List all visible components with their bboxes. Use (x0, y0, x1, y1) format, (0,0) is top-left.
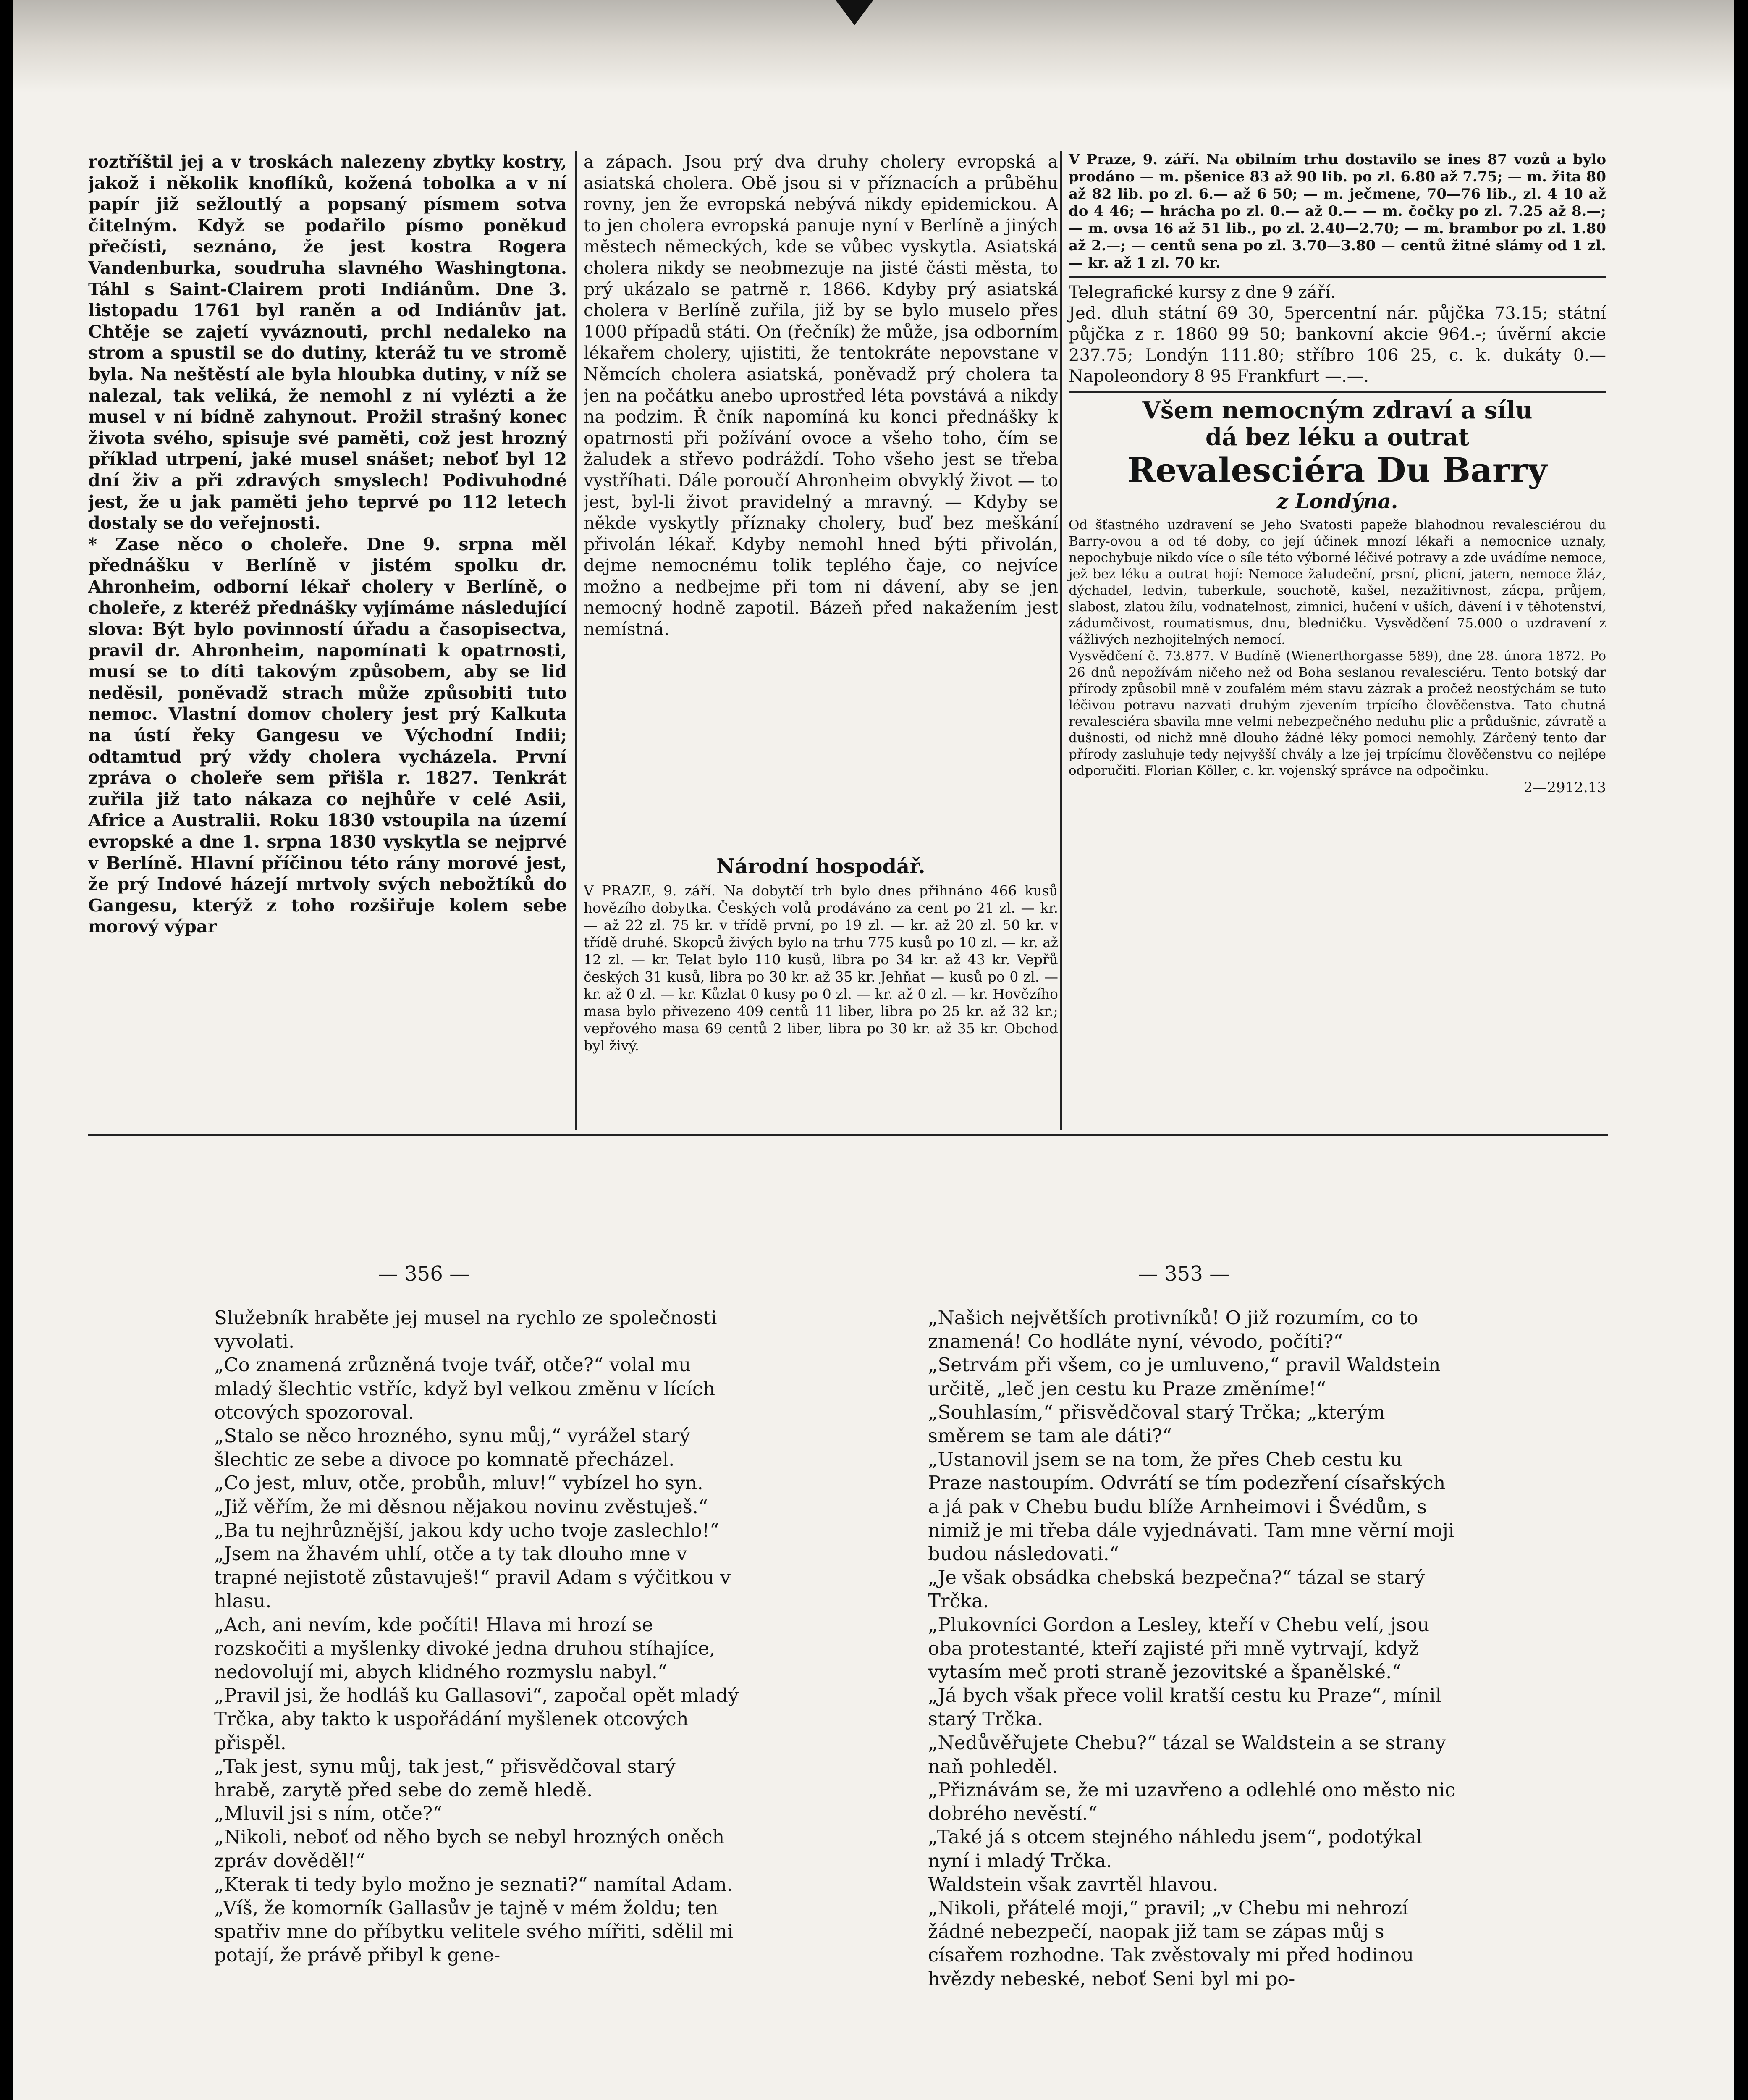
article-column-2: a zápach. Jsou prý dva druhy cholery evropská a asiatská cholera. Obě jsou si v příznacích a průběhu rovny, jen že evropská nebývá nikdy epidemickou. A to jen cholera evropská panuje nyní v Berlíně a jiných městech německých, kde se vůbec vyskytla. Asiatská cholera nikdy se neobmezuje na jisté části města, to prý ukázalo se patrně r. 1866. Kdyby prý asiatská cholera v Berlíně zuřila, již by se bylo muselo přes 1000 případů státi. On (řečník) že může, jsa odborním lékařem cholery, ujistiti, že tentokráte nepovstane v Němcích cholera asiatská, poněvadž prý cholera ta jen na počátku anebo uprostřed léta povstává a nikdy na podzim. Ř čník napomíná ku konci přednášky k opatrnosti při požívání ovoce a všeho toho, čím se žaludek a střevo podráždí. Toho všeho jest se třeba vystříhati. Dále poroučí Ahronheim obvyklý život — to jest, byl-li život pravidelný a mravný. — Kdyby se někde vyskytly příznaky cholery, buď bez meškání přivolán lékař. Kdyby nemohl hned býti přivolán, dejme nemocnému tolik teplého čaje, co nejvíce možno a nedbejme při tom ni dávení, aby se jen nemocný hodně zapotil. Bázeň před nakažením jest nemístná. (584, 152, 1058, 640)
ad-code: 2—2912.13 (1523, 779, 1606, 796)
article-column-1: roztříštil jej a v troskách nalezeny zbytky kostry, jakož i několik knoflíků, kožená tobolka a v ní papír již sežloutlý a popsaný písmem sotva čitelným. Když se podařilo písmo poněkud přečísti, seznáno, že jest kostra Rogera Vandenburka, soudruha slavného Washingtona. Táhl s Saint-Clairem proti Indiánům. Dne 3. listopadu 1761 byl raněn a od Indiánův jat. Chtěje se zajetí vyváznouti, prchl nedaleko na strom a spustil se do dutiny, kteráž tu ve stromě byla. Na neštěstí ale byla hloubka dutiny, v níž se nalezal, tak veliká, že nemohl z ní vylézti a že musel v ní bídně zahynout. Prožil strašný konec života svého, spisuje své paměti, což jest hrozný příklad utrpení, jaké musel snášet; neboť byl 12 dní živ a při zdravých smyslech! Podivuhodné jest, že u jak paměti jeho teprvé po 112 letech dostaly se do veřejnosti. * Zase něco o choleře. Dne 9. srpna měl přednášku v Berlíně v jistém spolku dr. Ahronheim, odborní lékař cholery v Berlíně, o choleře, z kteréž přednášky vyjímáme následující slova: Být bylo povinností úřadu a časopisectva, pravil dr. Ahronheim, napomínati k opatrnosti, musí se to díti takovým způsobem, aby se lid neděsil, poněvadž strach může způsobiti tuto nemoc. Vlastní domov cholery jest prý Kalkuta na ústí řeky Gangesu ve Východní Indii; odtamtud prý vždy cholera vycházela. První zpráva o choleře sem přišla r. 1827. Tenkrát zuřila již tato nákaza co nejhůře v celé Asii, Africe a Australii. Roku 1830 vstoupila na území evropské a dne 1. srpna 1830 vyskytla se nejprvé v Berlíně. Hlavní příčinou této rány morové jest, že prý Indové házejí mrtvoly svých nebožtíků do Gangesu, kterýž z toho rozšiřuje kolem sebe morový výpar (88, 152, 567, 937)
rule (1069, 391, 1606, 393)
ad-headline-1: Všem nemocným zdraví a sílu (1142, 396, 1533, 424)
novel-text-left: Služebník hraběte jej musel na rychlo ze společnosti vyvolati. „Co znamená zrůzněná tvoje tvář, otče?“ volal mu mladý šlechtic vstříc, když byl velkou změnu v lících otcových spozoroval. „Stalo se něco hrozného, synu můj,“ vyrážel starý šlechtic ze sebe a divoce po komnatě přecházel. „Co jest, mluv, otče, probůh, mluv!“ vybízel ho syn. „Již věřím, že mi děsnou nějakou novinu zvěstuješ.“ „Ba tu nejhrůznější, jakou kdy ucho tvoje zaslechlo!“ „Jsem na žhavém uhlí, otče a ty tak dlouho mne v trapné nejistotě zůstavuješ!“ pravil Adam s výčitkou v hlasu. „Ach, ani nevím, kde počíti! Hlava mi hrozí se rozskočiti a myšlenky divoké jedna druhou stíhajíce, nedovolují mi, abych klidného rozmyslu nabyl.“ „Pravil jsi, že hodláš ku Gallasovi“, započal opět mladý Trčka, aby takto k uspořádání myšlenek otcových přispěl. „Tak jest, synu můj, tak jest,“ přisvědčoval starý hrabě, zarytě před sebe do země hledě. „Mluvil jsi s ním, otče?“ „Nikoli, neboť od něho bych se nebyl hrozných oněch zpráv dověděl!“ „Kterak ti tedy bylo možno je seznati?“ namítal Adam. „Víš, že komorník Gallasův je tajně v mém žoldu; ten spatřiv mne do příbytku velitele svého mířiti, sdělil mi potají, že právě přibyl k gene- (214, 1307, 739, 1966)
market-report: V PRAZE, 9. září. Na dobytčí trh bylo dnes přihnáno 466 kusů hovězího dobytka. Českých volů prodáváno za cent po 21 zl. — kr. — až 22 zl. 75 kr. v třídě první, po 19 zl. — kr. až 20 zl. 50 kr. v třídě druhé. Skopců živých bylo na trhu 775 kusů po 10 zl. — kr. až 12 zl. — kr. Telat bylo 110 kusů, libra po 34 kr. až 43 kr. Vepřů českých 31 kusů, libra po 30 kr. až 35 kr. Jehňat — kusů po 0 zl. — kr. až 0 zl. — kr. Kůzlat 0 kusy po 0 zl. — kr. až 0 zl. — kr. Hovězího masa bylo přivezeno 409 centů 11 liber, libra po 25 kr. až 32 kr.; vepřového masa 69 centů 2 liber, libra po 30 kr. až 35 kr. Obchod byl živý. (584, 882, 1058, 1054)
telegraph-rates: Telegrafické kursy z dne 9 září. Jed. dluh státní 69 30, 5percentní nár. půjčka 73.15; státní půjčka z r. 1860 99 50; bankovní akcie 964.-; úvěrní akcie 237.75; Londýn 111.80; stříbro 106 25, c. k. dukáty 0.— Napoleondory 8 95 Frankfurt —.—. (1069, 283, 1606, 386)
rule (1069, 276, 1606, 278)
scan-shadow (13, 0, 1734, 92)
upper-bottom-rule (88, 1134, 1608, 1136)
novel-text-right: „Našich největších protivníků! O již rozumím, co to znamená! Co hodláte nyní, vévodo, počíti?“ „Setrvám při všem, co je umluveno,“ pravil Waldstein určitě, „leč jen cestu ku Praze změníme!“ „Souhlasím,“ přisvědčoval starý Trčka; „kterým směrem se tam ale dáti?“ „Ustanovil jsem se na tom, že přes Cheb cestu ku Praze nastoupím. Odvrátí se tím podezření císařských a já pak v Chebu budu blíže Arnheimovi i Švédům, s nimiž je mi třeba dále vyjednávati. Tam mne věrní moji budou následovati.“ „Je však obsádka chebská bezpečna?“ tázal se starý Trčka. „Plukovníci Gordon a Lesley, kteří v Chebu velí, jsou oba protestanté, kteří zajisté při mně vytrvají, když vytasím meč proti straně jezovitské a španělské.“ „Já bych však přece volil kratší cestu ku Praze“, mínil starý Trčka. „Nedůvěřujete Chebu?“ tázal se Waldstein a se strany naň pohleděl. „Přiznávám se, že mi uzavřeno a odlehlé ono město nic dobrého nevěstí.“ „Také já s otcem stejného náhledu jsem“, podotýkal nyní i mladý Trčka. Waldstein však zavrtěl hlavou. „Nikoli, přátelé moji,“ pravil; „v Chebu mi nehrozí žádné nebezpečí, naopak již tam se zápas můj s císařem rozhodne. Tak zvěstovaly mi před hodinou hvězdy nebeské, neboť Seni byl mi po- (928, 1307, 1456, 1990)
section-heading-narodni: Národní hospodář. (716, 855, 925, 878)
ad-city: z Londýna. (1276, 490, 1398, 513)
ad-headline-2: dá bez léku a outrat (1205, 423, 1470, 451)
column-divider (575, 151, 577, 1130)
newspaper-page (13, 0, 1734, 2100)
ad-brand: Revalesciéra Du Barry (1127, 450, 1547, 490)
ad-body: Od šťastného uzdravení se Jeho Svatosti papeže blahodnou revalesciérou du Barry-ovou a od té doby, co její účinek mnozí lékaři a nemocnice uznaly, nepochybuje nikdo více o síle této výborné léčivé potravy a zde uvádíme nemoce, jež bez léku a outrat hojí: Nemoce žaludeční, prsní, plicní, jatern, nemoce žláz, dýchadel, ledvin, tuberkule, souchotě, kašel, nezažitivnost, zácpa, průjem, slabost, zlatou žílu, vodnatelnost, zimnici, hučení v uších, dávení i v těhotenství, zádumčivost, roumatismus, dnu, bledničku. Vysvědčení 75.000 o uzdravení z vážlivých nezhojitelných nemocí. Vysvědčení č. 73.877. V Budíně (Wienerthorgasse 589), dne 28. února 1872. Po 26 dnů nepožívám ničeho než od Boha seslanou revalesciéru. Tento botský dar přírody způsobil mně v zoufalém mém stavu zázrak a pročež neostýchám se tuto léčivou potravu nazvati druhým zjevením trpícího člověčenstva. Tato chutná revalesciéra sbavila mne velmi nebezpečného neduhu plic a průdušnic, závratě a dušnosti, od nichž mně dlouho žádné léky pomoci nemohly. Zárčený tento dar přírody zasluhuje tedy nejvyšší chvály a lze jej trpícímu člověčenstvu co nejlépe odporučiti. Florian Köller, c. kr. vojenský správce na odpočinku. (1069, 517, 1606, 778)
page-number-left: — 356 — (378, 1262, 470, 1286)
page-number-right: — 353 — (1138, 1262, 1230, 1286)
column-divider (1060, 151, 1062, 1130)
prague-market-prices: V Praze, 9. září. Na obilním trhu dostavilo se ines 87 vozů a bylo prodáno — m. pšenice 83 až 90 lib. po zl. 6.80 až 7.75; — m. žita 80 až 82 lib. po zl. 6.— až 6 50; — m. ječmene, 70—76 lib., zl. 4 10 až do 4 46; — hrácha po zl. 0.— až 0.— — m. čočky po zl. 7.25 až 8.—; — m. ovsa 16 až 51 lib., po zl. 2.40—2.70; — m. brambor po zl. 1.80 až 2.—; — centů sena po zl. 3.70—3.80 — centů žitné slámy od 1 zl. — kr. až 1 zl. 70 kr. (1069, 151, 1606, 271)
right-column (1069, 151, 1606, 796)
